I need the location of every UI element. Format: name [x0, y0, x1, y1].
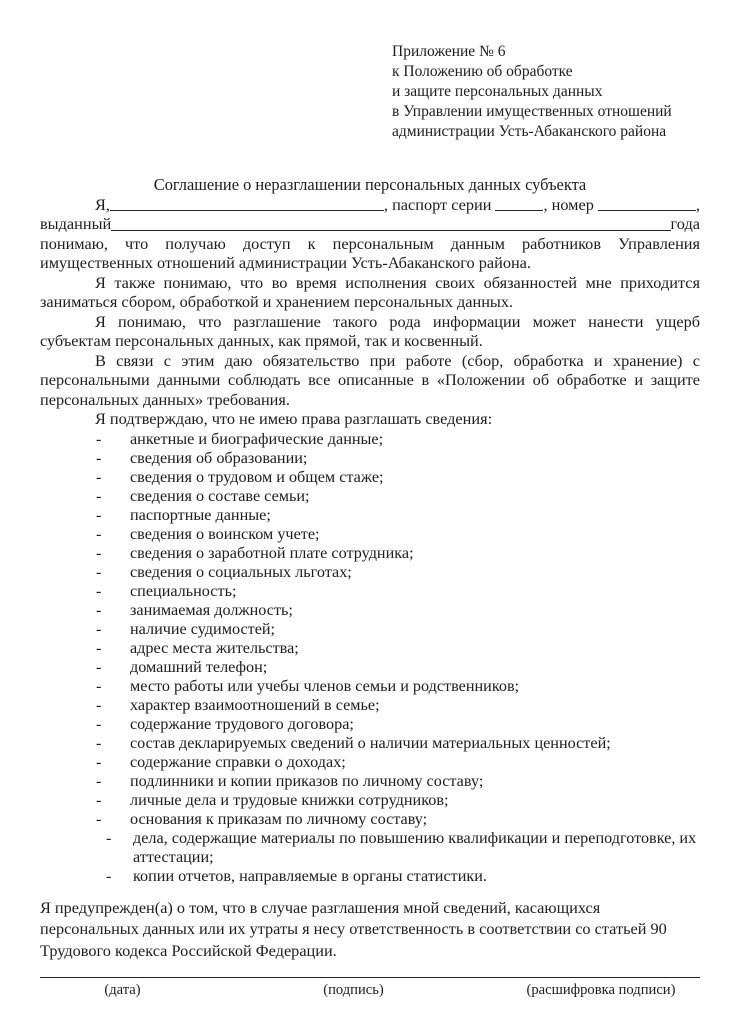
list-item: [40, 582, 700, 601]
dash-bullet: -: [96, 505, 102, 524]
appendix-number: Приложение № 6: [392, 43, 506, 60]
appendix-header-line: к Положению об обработке: [392, 63, 573, 80]
passport-number-label: , номер: [543, 194, 598, 214]
intro-i-prefix: Я,: [95, 194, 110, 214]
intro-line-1: [40, 195, 700, 215]
list-item-text: домашний телефон;: [130, 657, 268, 676]
list-item: [40, 544, 700, 563]
signature-field-label: (подпись): [323, 982, 384, 999]
list-item: [40, 468, 700, 487]
list-item: [40, 506, 700, 525]
list-item: [40, 620, 700, 639]
dash-bullet: -: [96, 448, 102, 467]
intro-trailing-comma: ,: [695, 194, 700, 214]
list-item-text: подлинники и копии приказов по личному составу;: [130, 771, 484, 790]
appendix-header-line: и защите персональных данных: [392, 83, 603, 100]
list-item: [40, 525, 700, 544]
dash-bullet: -: [96, 486, 102, 505]
issued-by-blank: [111, 214, 670, 231]
list-item: [40, 449, 700, 468]
list-item: [40, 696, 700, 715]
dash-bullet: -: [96, 752, 102, 771]
list-item: [40, 867, 700, 886]
list-item: [40, 715, 700, 734]
intro-continuation: понимаю, что получаю доступ к персональным данным работников Управления имущественных отношений администрации Усть-Абаканского района.: [40, 233, 700, 272]
passport-number-blank: [598, 195, 696, 212]
list-item-text: занимаемая должность;: [130, 600, 293, 619]
dash-bullet: -: [96, 790, 102, 809]
signature-transcript-label: (расшифровка подписи): [526, 982, 676, 999]
list-item: [40, 658, 700, 677]
list-item: [40, 753, 700, 772]
full-name-blank: [110, 195, 384, 212]
list-item: [40, 829, 700, 867]
dash-bullet: -: [96, 676, 102, 695]
dash-bullet: -: [96, 524, 102, 543]
dash-bullet: -: [96, 695, 102, 714]
year-label: года: [670, 214, 700, 233]
appendix-header: [392, 42, 700, 142]
list-item-text: характер взаимоотношений в семье;: [130, 695, 380, 714]
list-item-text: место работы или учебы членов семьи и родственников;: [130, 676, 520, 695]
list-item: [40, 487, 700, 506]
intro-line-2: [40, 214, 700, 234]
list-item-text: адрес места жительства;: [130, 638, 299, 657]
dash-bullet: -: [96, 771, 102, 790]
list-item-text: сведения о социальных льготах;: [130, 562, 352, 581]
dash-bullet: -: [96, 657, 102, 676]
dash-bullet: -: [96, 562, 102, 581]
list-item: [40, 639, 700, 658]
list-item-text: дела, содержащие материалы по повышению квалификации и переподготовке, их аттестации;: [133, 828, 697, 866]
dash-bullet: -: [96, 429, 102, 448]
list-item-text: сведения о воинском учете;: [130, 524, 320, 543]
dash-bullet: -: [96, 600, 102, 619]
paragraph-confirm: Я подтверждаю, что не имею права разглашать сведения:: [95, 409, 493, 428]
issued-by-label: выданный: [40, 214, 112, 233]
list-item-text: личные дела и трудовые книжки сотрудников;: [130, 790, 449, 809]
list-item-text: сведения о составе семьи;: [130, 486, 310, 505]
paragraph-duties: Я также понимаю, что во время исполнения своих обязанностей мне приходится заниматься сбором, обработкой и хранением персональных данных.: [40, 272, 700, 311]
dash-bullet: -: [96, 809, 102, 828]
dash-bullet: -: [96, 581, 102, 600]
warning-paragraph: Я предупрежден(а) о том, что в случае разглашения мной сведений, касающихся персональных данных или их утраты я несу ответственность в соответствии со статьей 90 Трудового кодекса Российской Федерации.: [40, 897, 667, 960]
list-item: [40, 601, 700, 620]
list-item: [40, 734, 700, 753]
list-item: [40, 791, 700, 810]
paragraph-harm: Я понимаю, что разглашение такого рода информации может нанести ущерб субъектам персональных данных, как прямой, так и косвенный.: [40, 311, 700, 350]
dash-bullet: -: [96, 714, 102, 733]
appendix-header-line: в Управлении имущественных отношений: [392, 103, 672, 120]
list-item: [40, 810, 700, 829]
dash-bullet: -: [96, 467, 102, 486]
list-item-text: копии отчетов, направляемые в органы статистики.: [133, 866, 487, 885]
list-item: [40, 563, 700, 582]
paragraph-obligation: В связи с этим даю обязательство при работе (сбор, обработка и хранение) с персональными данными соблюдать все описанные в «Положении об обработке и защите персональных данных» требования.: [40, 350, 700, 409]
list-item-text: паспортные данные;: [130, 505, 271, 524]
passport-series-label: , паспорт серии: [383, 194, 496, 214]
dash-bullet: -: [106, 828, 112, 847]
list-item: [40, 677, 700, 696]
list-item-text: основания к приказам по личному составу;: [130, 809, 428, 828]
dash-bullet: -: [96, 619, 102, 638]
list-item-text: содержание трудового договора;: [130, 714, 354, 733]
list-item-text: специальность;: [130, 581, 237, 600]
list-item-text: содержание справки о доходах;: [130, 752, 346, 771]
list-item: [40, 772, 700, 791]
list-item-text: сведения об образовании;: [130, 448, 308, 467]
document-title: Соглашение о неразглашении персональных данных субъекта: [153, 175, 587, 194]
disclosure-list: [40, 430, 700, 886]
first-line-indent: [40, 195, 95, 215]
list-item-text: сведения о трудовом и общем стаже;: [130, 467, 384, 486]
list-item: [40, 430, 700, 449]
dash-bullet: -: [96, 733, 102, 752]
passport-series-blank: [495, 195, 543, 212]
list-item-text: анкетные и биографические данные;: [130, 429, 384, 448]
list-item-text: наличие судимостей;: [130, 619, 276, 638]
document-body: [40, 195, 700, 1001]
dash-bullet: -: [106, 866, 112, 885]
signature-block: [40, 977, 700, 1001]
list-item-text: сведения о заработной плате сотрудника;: [130, 543, 414, 562]
appendix-header-line: администрации Усть-Абаканского района: [392, 123, 667, 140]
dash-bullet: -: [96, 638, 102, 657]
date-field-label: (дата): [104, 982, 141, 999]
list-item-text: состав декларируемых сведений о наличии материальных ценностей;: [130, 733, 611, 752]
dash-bullet: -: [96, 543, 102, 562]
